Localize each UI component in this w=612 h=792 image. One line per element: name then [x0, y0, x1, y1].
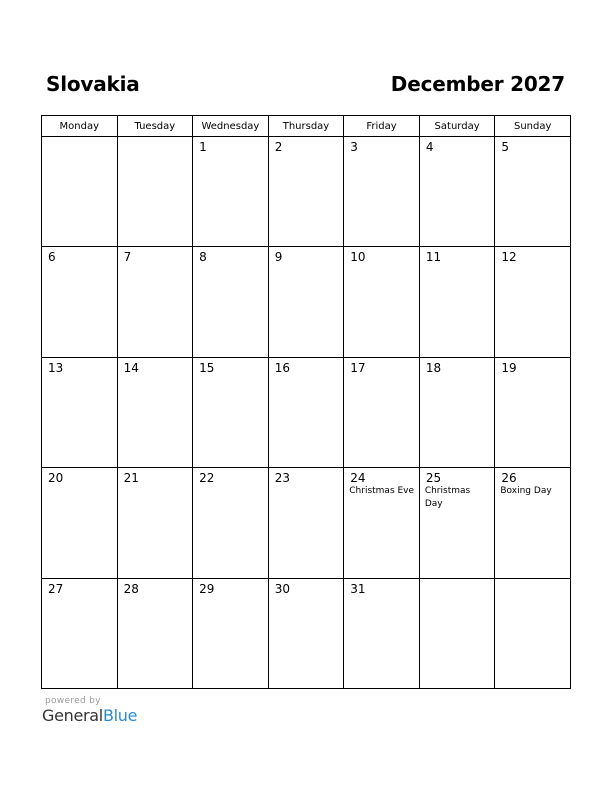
footer [42, 696, 137, 725]
day-number: 2 [274, 140, 283, 154]
day-number: 17 [350, 360, 366, 375]
day-cell [495, 247, 571, 357]
day-cell [193, 247, 269, 357]
day-number: 9 [274, 250, 283, 265]
day-cell [419, 247, 495, 357]
week-row [42, 137, 571, 247]
day-cell [495, 357, 571, 467]
day-number: 12 [501, 250, 517, 265]
weekday-header: Thursday [268, 116, 344, 137]
weekday-header: Friday [344, 116, 420, 137]
day-number: 7 [123, 250, 132, 265]
weekday-header-row [42, 116, 571, 137]
day-number: 14 [123, 360, 139, 375]
powered-by-label: powered by [45, 696, 101, 706]
brand-logo-part1: General [42, 706, 103, 725]
day-cell [268, 137, 344, 247]
day-number: 23 [274, 471, 290, 486]
day-number: 1 [199, 140, 207, 154]
day-cell [117, 247, 193, 357]
day-cell [344, 468, 420, 578]
week-row [42, 357, 571, 467]
day-cell [42, 137, 118, 247]
weekday-header: Tuesday [117, 116, 193, 137]
day-number: 3 [350, 140, 358, 154]
day-cell [193, 357, 269, 467]
day-number [495, 579, 570, 582]
day-cell [268, 247, 344, 357]
day-number: 13 [48, 360, 64, 375]
day-cell [193, 578, 269, 688]
day-cell [117, 468, 193, 578]
day-cell [419, 468, 495, 578]
day-number: 5 [501, 140, 510, 154]
weekday-header: Monday [42, 116, 118, 137]
day-cell [344, 247, 420, 357]
day-number: 24 [350, 471, 366, 486]
day-number [420, 579, 495, 582]
day-cell [193, 468, 269, 578]
weekday-header: Sunday [495, 116, 571, 137]
day-cell [419, 137, 495, 247]
day-cell [42, 357, 118, 467]
day-cell [117, 137, 193, 247]
day-cell [344, 137, 420, 247]
day-number: 21 [123, 471, 139, 486]
month-title: December 2027 [390, 72, 565, 96]
day-number: 11 [425, 250, 442, 265]
day-number: 4 [425, 140, 434, 154]
day-cell [344, 578, 420, 688]
week-row [42, 468, 571, 578]
country-title: Slovakia [46, 72, 140, 96]
week-row [42, 247, 571, 357]
day-cell [268, 468, 344, 578]
day-number: 25 [425, 471, 442, 486]
day-cell [495, 137, 571, 247]
day-number: 6 [48, 250, 56, 265]
week-row [42, 578, 571, 688]
weekday-header: Wednesday [193, 116, 269, 137]
day-cell [42, 247, 118, 357]
day-cell [42, 578, 118, 688]
day-number: 20 [48, 471, 64, 486]
day-number: 16 [274, 360, 290, 375]
day-number: 15 [199, 360, 215, 375]
brand-logo[interactable] [42, 706, 137, 725]
holiday-label: Christmas Eve [349, 486, 415, 497]
holiday-label: Boxing Day [500, 486, 552, 497]
day-number: 10 [350, 250, 366, 265]
day-cell [419, 357, 495, 467]
day-cell [344, 357, 420, 467]
day-cell [419, 578, 495, 688]
holiday-label: Christmas Day [424, 486, 471, 510]
day-number: 8 [199, 250, 207, 265]
day-number: 27 [48, 581, 64, 596]
day-cell [193, 137, 269, 247]
day-number [118, 137, 193, 140]
day-cell [117, 357, 193, 467]
brand-logo-part2: Blue [102, 706, 138, 725]
weekday-header: Saturday [419, 116, 495, 137]
day-number: 28 [123, 581, 139, 596]
day-cell [117, 578, 193, 688]
day-number [42, 137, 117, 140]
day-number: 31 [350, 581, 366, 596]
day-cell [495, 468, 571, 578]
day-number: 29 [199, 581, 215, 596]
day-number: 19 [501, 360, 517, 375]
day-cell [268, 357, 344, 467]
day-cell [495, 578, 571, 688]
day-number: 30 [274, 581, 290, 596]
day-cell [42, 468, 118, 578]
calendar-grid [41, 115, 571, 689]
day-number: 18 [425, 360, 442, 375]
day-cell [268, 578, 344, 688]
day-number: 26 [501, 471, 517, 486]
day-number: 22 [199, 471, 215, 486]
